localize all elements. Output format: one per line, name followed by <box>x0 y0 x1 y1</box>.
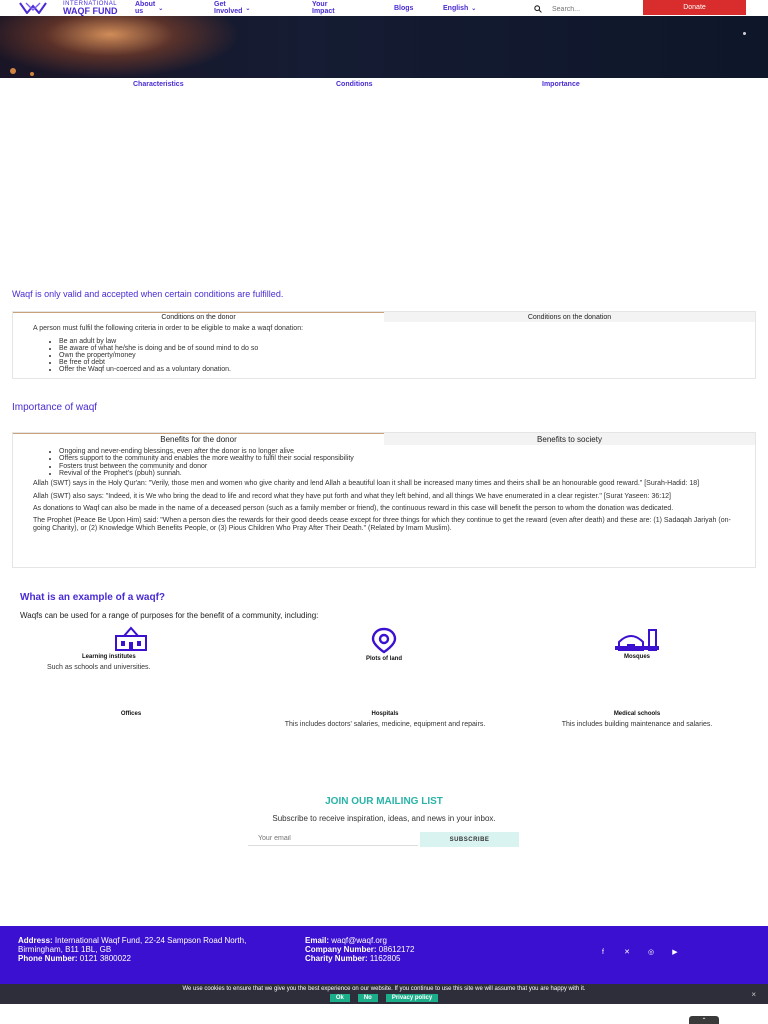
example-plots-of-land <box>284 626 484 662</box>
donate-button[interactable]: Donate <box>643 0 746 15</box>
instagram-icon[interactable]: ◎ <box>647 949 655 956</box>
list-item: • Revival of the Prophet's (pbuh) sunnah. <box>59 470 735 477</box>
footer-charity-label: Charity Number: <box>305 953 368 963</box>
cookie-no-button[interactable]: No <box>358 994 378 1002</box>
footer-social-links <box>597 947 693 957</box>
scroll-to-top-icon[interactable]: ⌃ <box>689 1016 719 1024</box>
hero-lantern-glow <box>0 16 240 78</box>
conditions-panel <box>12 311 756 379</box>
hero-bokeh-light <box>10 68 16 74</box>
location-pin-icon <box>369 626 399 654</box>
footer-company-label: Company Number: <box>305 944 377 954</box>
example-medical-schools <box>532 709 742 729</box>
footer-phone-label: Phone Number: <box>18 953 78 963</box>
section-tab-strip <box>0 78 768 92</box>
close-icon[interactable]: × <box>751 990 756 999</box>
youtube-icon[interactable]: ▶ <box>672 949 678 956</box>
search-input[interactable] <box>552 3 632 15</box>
importance-tab-list <box>13 433 755 445</box>
footer-address <box>18 937 248 955</box>
hero-bokeh-light <box>743 32 746 35</box>
top-navigation-bar <box>0 0 768 16</box>
conditions-tab-list <box>13 312 755 322</box>
tab-benefits-donor[interactable]: Benefits for the donor <box>13 433 384 445</box>
mosque-icon <box>611 626 663 652</box>
quran-quote-2: Allah (SWT) also says: "Indeed, it is We who bring the dead to life and record what they have put forth and what they left behind, and all things We have enumerated in a clear register." [Surat Yaseen: 36:12] <box>33 492 671 500</box>
nav-your-impact[interactable] <box>312 1 335 15</box>
conditions-list <box>59 338 735 374</box>
mailing-list-heading: JOIN OUR MAILING LIST <box>325 796 443 807</box>
examples-heading: What is an example of a waqf? <box>20 592 166 603</box>
list-item: • Be aware of what he/she is doing and be of sound mind to do so <box>59 345 735 352</box>
importance-panel <box>12 432 756 568</box>
logo-mark-icon <box>18 2 60 14</box>
list-item: • Fosters trust between the community and donor <box>59 463 735 470</box>
nav-blogs-label: Blogs <box>394 4 414 12</box>
example-hospitals <box>270 709 500 729</box>
facebook-icon[interactable]: f <box>602 948 604 956</box>
nav-language[interactable] <box>443 5 476 12</box>
email-field[interactable] <box>248 832 418 846</box>
list-item: • Ongoing and never-ending blessings, even after the donor is no longer alive <box>59 448 735 455</box>
chevron-down-icon: ⌄ <box>471 5 477 12</box>
footer-company-value: 08612172 <box>378 944 415 954</box>
mailing-list-subheading: Subscribe to receive inspiration, ideas, and news in your inbox. <box>272 814 496 823</box>
list-item: • Be free of debt <box>59 359 735 366</box>
hadith-quote: The Prophet (Peace Be Upon Him) said: "When a person dies the rewards for their good deeds cease except for three things for which they continue to get the reward (even after death) and these are: (1) Sadaqah Jariyah (on-going Charity), or (2) Knowledge Which Benefits People, or (3) Pious Children Who Pray After Their Death." (Related by Imam Muslim). <box>33 517 731 532</box>
list-item: • Be an adult by law <box>59 338 735 345</box>
search-box <box>534 2 634 16</box>
footer-charity-value: 1162805 <box>369 953 401 963</box>
example-description: Such as schools and universities. <box>47 664 151 671</box>
importance-panel-body <box>13 445 755 541</box>
footer-contact-left <box>18 937 248 963</box>
conditions-panel-body <box>13 322 755 377</box>
example-title: Mosques <box>623 654 650 660</box>
example-offices <box>31 709 231 717</box>
tab-conditions-donor[interactable]: Conditions on the donor <box>13 312 384 322</box>
examples-subheading: Waqfs can be used for a range of purposes for the benefit of a community, including: <box>20 611 319 620</box>
benefits-list <box>59 448 735 477</box>
x-twitter-icon[interactable]: ✕ <box>624 949 630 956</box>
subscribe-button[interactable]: SUBSCRIBE <box>420 832 519 847</box>
list-item: • Offers support to the community and enables the more wealthy to fulfil their social responsibility <box>59 455 735 462</box>
logo-line-2: WAQF FUND <box>63 5 118 16</box>
example-title: Plots of land <box>366 656 402 662</box>
hero-banner <box>0 16 768 78</box>
conditions-heading: Waqf is only valid and accepted when certain conditions are fulfilled. <box>12 289 284 299</box>
tab-conditions[interactable]: Conditions <box>336 81 373 88</box>
site-logo[interactable] <box>18 0 118 16</box>
example-learning-institutes <box>31 626 231 672</box>
nav-get-involved[interactable] <box>214 1 250 15</box>
footer-phone-value[interactable]: 0121 3800022 <box>79 953 131 963</box>
tab-benefits-society[interactable]: Benefits to society <box>384 433 755 445</box>
deceased-donation-note: As donations to Waqf can also be made in the name of a deceased person (such as a family member or friend), the continuous reward in this case will benefit the person to whom the donation was dedicated. <box>33 505 674 513</box>
example-description: This includes building maintenance and salaries. <box>561 721 713 728</box>
footer-charity <box>305 955 505 964</box>
cookie-ok-button[interactable]: Ok <box>330 994 350 1002</box>
cookie-consent-bar <box>0 984 768 1004</box>
example-description: This includes doctors' salaries, medicine, equipment and repairs. <box>284 721 486 728</box>
chevron-down-icon: ⌄ <box>245 5 251 12</box>
example-mosques <box>537 626 737 660</box>
cookie-privacy-button[interactable]: Privacy policy <box>386 994 438 1002</box>
conditions-intro: A person must fulfil the following criteria in order to be eligible to make a waqf donation: <box>33 325 304 332</box>
quran-quote-1: Allah (SWT) says in the Holy Qur'an: "Verily, those men and women who give charity and lend Allah a beautiful loan it shall be increased many times and theirs shall be an honourable good reward." [Surah-Hadid: 18] <box>33 480 700 488</box>
nav-your-impact-label: Your Impact <box>312 1 335 15</box>
example-title: Hospitals <box>371 711 399 717</box>
example-title: Learning institutes <box>82 654 136 660</box>
cookie-buttons <box>0 994 768 1002</box>
footer-address-label: Address: <box>18 936 53 945</box>
nav-get-involved-label: Get Involved <box>214 1 243 15</box>
nav-about-us-label: About us <box>135 1 156 15</box>
cookie-message: We use cookies to ensure that we give you the best experience on our website. If you continue to use this site we will assume that you are happy with it. <box>182 986 586 992</box>
list-item: • Offer the Waqf un-coerced and as a voluntary donation. <box>59 366 735 373</box>
footer-email-label: Email: <box>305 936 330 945</box>
school-icon <box>113 626 149 652</box>
tab-conditions-donation[interactable]: Conditions on the donation <box>384 312 755 322</box>
footer-email-value[interactable]: waqf@waqf.org <box>331 936 387 945</box>
site-footer <box>0 926 768 984</box>
example-title: Offices <box>120 711 142 717</box>
tab-importance[interactable]: Importance <box>542 81 580 88</box>
footer-address-value: International Waqf Fund, 22-24 Sampson Road North, Birmingham, B11 1BL, GB <box>18 936 247 954</box>
nav-blogs[interactable] <box>394 5 413 12</box>
example-title: Medical schools <box>613 711 661 717</box>
importance-heading: Importance of waqf <box>12 402 98 413</box>
nav-language-label: English <box>443 4 469 12</box>
list-item: • Own the property/money <box>59 352 735 359</box>
logo-line-1: INTERNATIONAL <box>63 0 118 7</box>
footer-contact-middle <box>305 937 505 963</box>
footer-phone <box>18 955 248 964</box>
search-icon[interactable] <box>534 5 542 13</box>
hero-bokeh-light <box>30 72 34 76</box>
chevron-down-icon: ⌄ <box>158 5 164 12</box>
nav-about-us[interactable] <box>135 1 163 15</box>
tab-characteristics[interactable]: Characteristics <box>133 81 184 88</box>
